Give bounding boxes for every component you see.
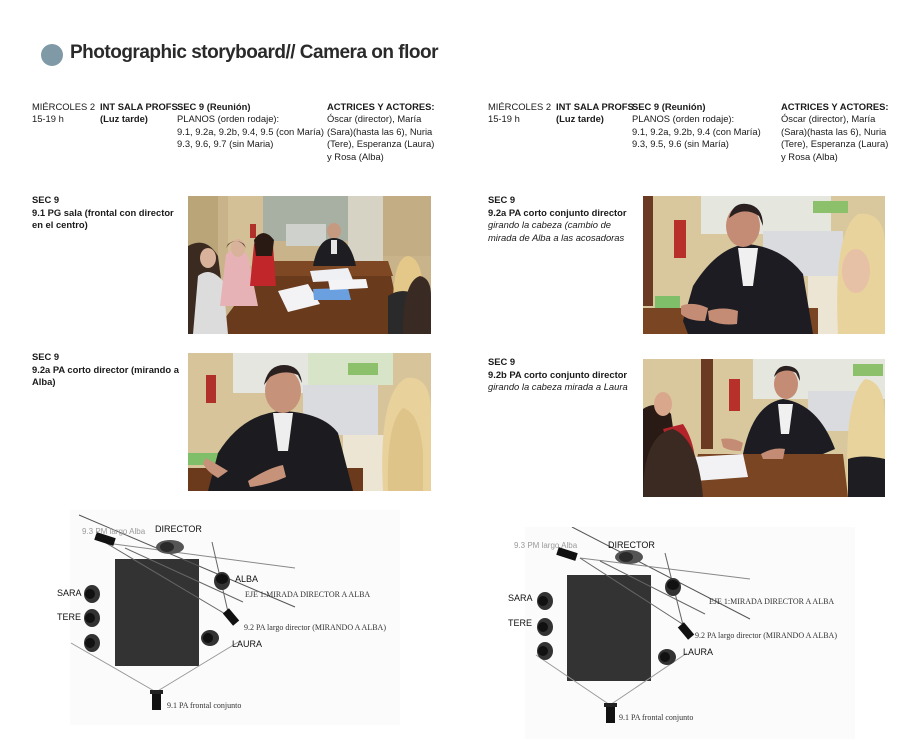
shot-direction: girando la cabeza (cambio de mirada de Alba a las acosadoras: [488, 219, 625, 243]
shot-caption: [32, 194, 182, 232]
cast-label: ACTRICES Y ACTORES:: [781, 101, 889, 112]
cast-label: ACTRICES Y ACTORES:: [327, 101, 435, 112]
schedule-date: [32, 101, 95, 126]
day: MIÉRCOLES 2: [488, 101, 552, 112]
camera-9-2-icon: [223, 608, 239, 625]
laura-figure-icon: [201, 630, 219, 646]
label-camera-9-3: 9.3 PM largo Alba: [514, 541, 578, 550]
photo-image: [188, 353, 431, 491]
location-block: [556, 101, 634, 126]
schedule-date: [488, 101, 551, 126]
label-axis-1: EJE 1:MIRADA DIRECTOR A ALBA: [245, 590, 371, 599]
label-alba: ALBA: [235, 574, 259, 584]
planos-line: 9.1, 9.2a, 9.2b, 9.4, 9.5 (con María): [177, 125, 324, 137]
sequence-block: [632, 101, 761, 151]
cast-line: (Tere), Esperanza (Laura): [781, 138, 889, 150]
location: INT SALA PROFS: [556, 101, 634, 112]
shot-sec: SEC 9: [488, 194, 516, 205]
location-block: [100, 101, 178, 126]
label-axis-1: EJE 1:MIRADA DIRECTOR A ALBA: [709, 597, 835, 606]
cast-line: Óscar (director), María: [327, 113, 422, 125]
day: MIÉRCOLES 2: [32, 101, 96, 112]
shot-title: 9.1 PG sala (frontal con director en el centro): [32, 206, 174, 231]
shot-title: 9.2b PA corto conjunto director: [488, 368, 628, 380]
shot-direction: girando la cabeza mirada a Laura: [488, 381, 628, 393]
label-camera-9-1: 9.1 PA frontal conjunto: [619, 713, 694, 722]
sara-figure-icon: [84, 585, 100, 603]
label-laura: LAURA: [232, 639, 263, 649]
planos-line: 9.1, 9.2a, 9.2b, 9.4 (con María): [632, 125, 761, 137]
camera-9-1-icon: [150, 690, 163, 710]
camera-floor-plan-left: [57, 510, 400, 725]
tere-figure-icon: [537, 618, 553, 636]
table-shape: [567, 575, 651, 681]
sequence-block: [177, 101, 324, 151]
label-laura: LAURA: [683, 647, 714, 657]
sara-figure-icon: [537, 592, 553, 610]
shot-title: 9.2a PA corto conjunto director: [488, 206, 627, 218]
laura-figure-icon: [658, 649, 676, 665]
cast-line: y Rosa (Alba): [327, 150, 384, 162]
cast-block: [327, 101, 434, 163]
cast-line: y Rosa (Alba): [781, 150, 838, 162]
sequence: SEC 9 (Reunión): [632, 101, 706, 112]
alba-figure-icon: [665, 578, 681, 596]
time: 15-19 h: [488, 113, 520, 125]
sequence: SEC 9 (Reunión): [177, 101, 251, 112]
cast-line: (Sara)(hasta las 6), Nuria: [781, 125, 887, 137]
student-figure-icon: [537, 642, 553, 660]
cast-line: (Tere), Esperanza (Laura): [327, 138, 435, 150]
storyboard-photo-9-1: [188, 196, 431, 334]
label-tere: TERE: [57, 612, 82, 622]
cast-block: [781, 101, 888, 163]
floor-plan-lines: [70, 510, 400, 725]
time: 15-19 h: [32, 113, 64, 125]
shot-sec: SEC 9: [488, 356, 516, 367]
light: (Luz tarde): [556, 113, 604, 125]
shot-caption: [488, 194, 638, 244]
student-figure-icon: [84, 634, 100, 652]
director-figure-icon: [156, 540, 184, 554]
shot-caption: [488, 356, 638, 394]
storyboard-photo-9-2b: [643, 359, 885, 497]
camera-9-2-icon: [678, 622, 694, 639]
planos-label: PLANOS (orden rodaje):: [632, 113, 735, 125]
photo-image: [643, 359, 885, 497]
cast-line: Óscar (director), María: [781, 113, 876, 125]
storyboard-photo-9-2a: [188, 353, 431, 491]
label-director: DIRECTOR: [608, 540, 655, 550]
label-camera-9-2: 9.2 PA largo director (MIRANDO A ALBA): [695, 631, 837, 640]
label-sara: SARA: [57, 588, 82, 598]
tere-figure-icon: [84, 609, 100, 627]
alba-figure-icon: [214, 572, 230, 590]
shot-sec: SEC 9: [32, 351, 60, 362]
title-bullet-icon: [41, 44, 63, 66]
label-camera-9-1: 9.1 PA frontal conjunto: [167, 701, 242, 710]
label-camera-9-3: 9.3 PM largo Alba: [82, 527, 146, 536]
label-camera-9-2: 9.2 PA largo director (MIRANDO A ALBA): [244, 623, 386, 632]
planos-line: 9.3, 9.6, 9.7 (sin Maria): [177, 138, 274, 150]
storyboard-photo-9-2a-turn: [643, 196, 885, 334]
shot-title: 9.2a PA corto director (mirando a Alba): [32, 363, 179, 388]
label-tere: TERE: [508, 618, 533, 628]
page-title: Photographic storyboard// Camera on floor: [70, 42, 438, 63]
photo-image: [188, 196, 431, 334]
planos-line: 9.3, 9.5, 9.6 (sin María): [632, 138, 729, 150]
table-shape: [115, 559, 199, 666]
location: INT SALA PROFS: [100, 101, 178, 112]
director-figure-icon: [615, 550, 643, 564]
shot-sec: SEC 9: [32, 194, 60, 205]
cast-line: (Sara)(hasta las 6), Nuria: [327, 125, 433, 137]
planos-label: PLANOS (orden rodaje):: [177, 113, 280, 125]
camera-floor-plan-right: [508, 527, 855, 739]
light: (Luz tarde): [100, 113, 148, 125]
label-sara: SARA: [508, 593, 533, 603]
camera-9-1-icon: [604, 703, 617, 723]
shot-caption: [32, 351, 182, 389]
photo-image: [643, 196, 885, 334]
label-director: DIRECTOR: [155, 524, 202, 534]
